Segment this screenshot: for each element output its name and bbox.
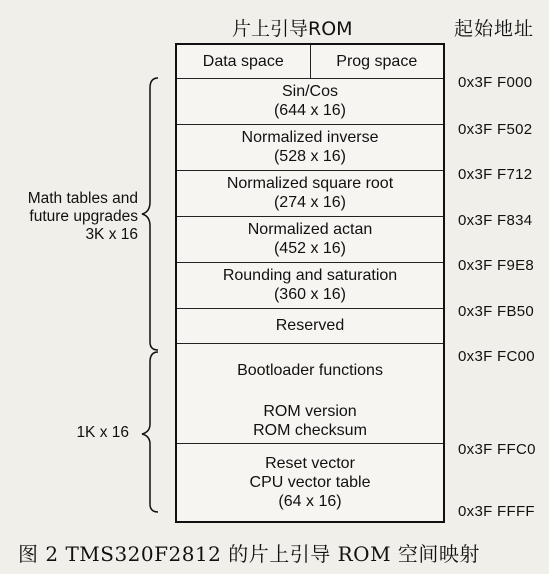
- block-name: Reset vector: [265, 454, 355, 472]
- block-size: (528 x 16): [273, 148, 347, 165]
- address-label: 0x3F F9E8: [458, 257, 535, 274]
- block-name: Normalized actan: [247, 221, 373, 238]
- math-tables-label: [28, 190, 138, 244]
- block-name: Reserved: [275, 317, 345, 334]
- block-size: (452 x 16): [273, 240, 347, 257]
- start-address-title: 起始地址: [454, 18, 535, 40]
- block-name: ROM checksum: [253, 421, 367, 439]
- block-size: (274 x 16): [273, 194, 347, 211]
- figure-caption: 图 2 TMS320F2812 的片上引导 ROM 空间映射: [18, 542, 480, 566]
- address-label: 0x3F FFFF: [458, 503, 535, 520]
- block-name: Rounding and saturation: [222, 267, 398, 284]
- block-size: (64 x 16): [278, 492, 342, 510]
- block-name: Normalized square root: [226, 175, 394, 192]
- address-label: 0x3F F712: [458, 166, 533, 183]
- block-name: Bootloader functions: [237, 362, 383, 379]
- address-label: 0x3F FB50: [458, 303, 535, 320]
- bootloader-brace: [142, 352, 158, 512]
- block-size: (360 x 16): [273, 286, 347, 303]
- brace-label-line: future upgrades: [29, 208, 138, 225]
- data-space-cell: Data space: [202, 53, 284, 70]
- block-name: Normalized inverse: [241, 129, 379, 146]
- address-label: 0x3F FC00: [458, 348, 535, 365]
- brace-label-line: Math tables and: [27, 190, 138, 207]
- address-label: 0x3F F000: [458, 74, 533, 91]
- bootloader-size-label: 1K x 16: [76, 424, 129, 441]
- address-label: 0x3F FFC0: [458, 441, 536, 458]
- address-label: 0x3F F834: [458, 212, 533, 229]
- block-name: ROM version: [263, 402, 357, 420]
- math-tables-brace: [142, 78, 158, 350]
- brace-label-line: 3K x 16: [85, 226, 138, 243]
- address-label: 0x3F F502: [458, 121, 533, 138]
- prog-space-cell: Prog space: [310, 45, 444, 78]
- block-name: CPU vector table: [249, 473, 371, 491]
- rom-title: 片上引导ROM: [232, 18, 353, 40]
- block-name: Sin/Cos: [281, 83, 339, 100]
- block-size: (644 x 16): [273, 102, 347, 119]
